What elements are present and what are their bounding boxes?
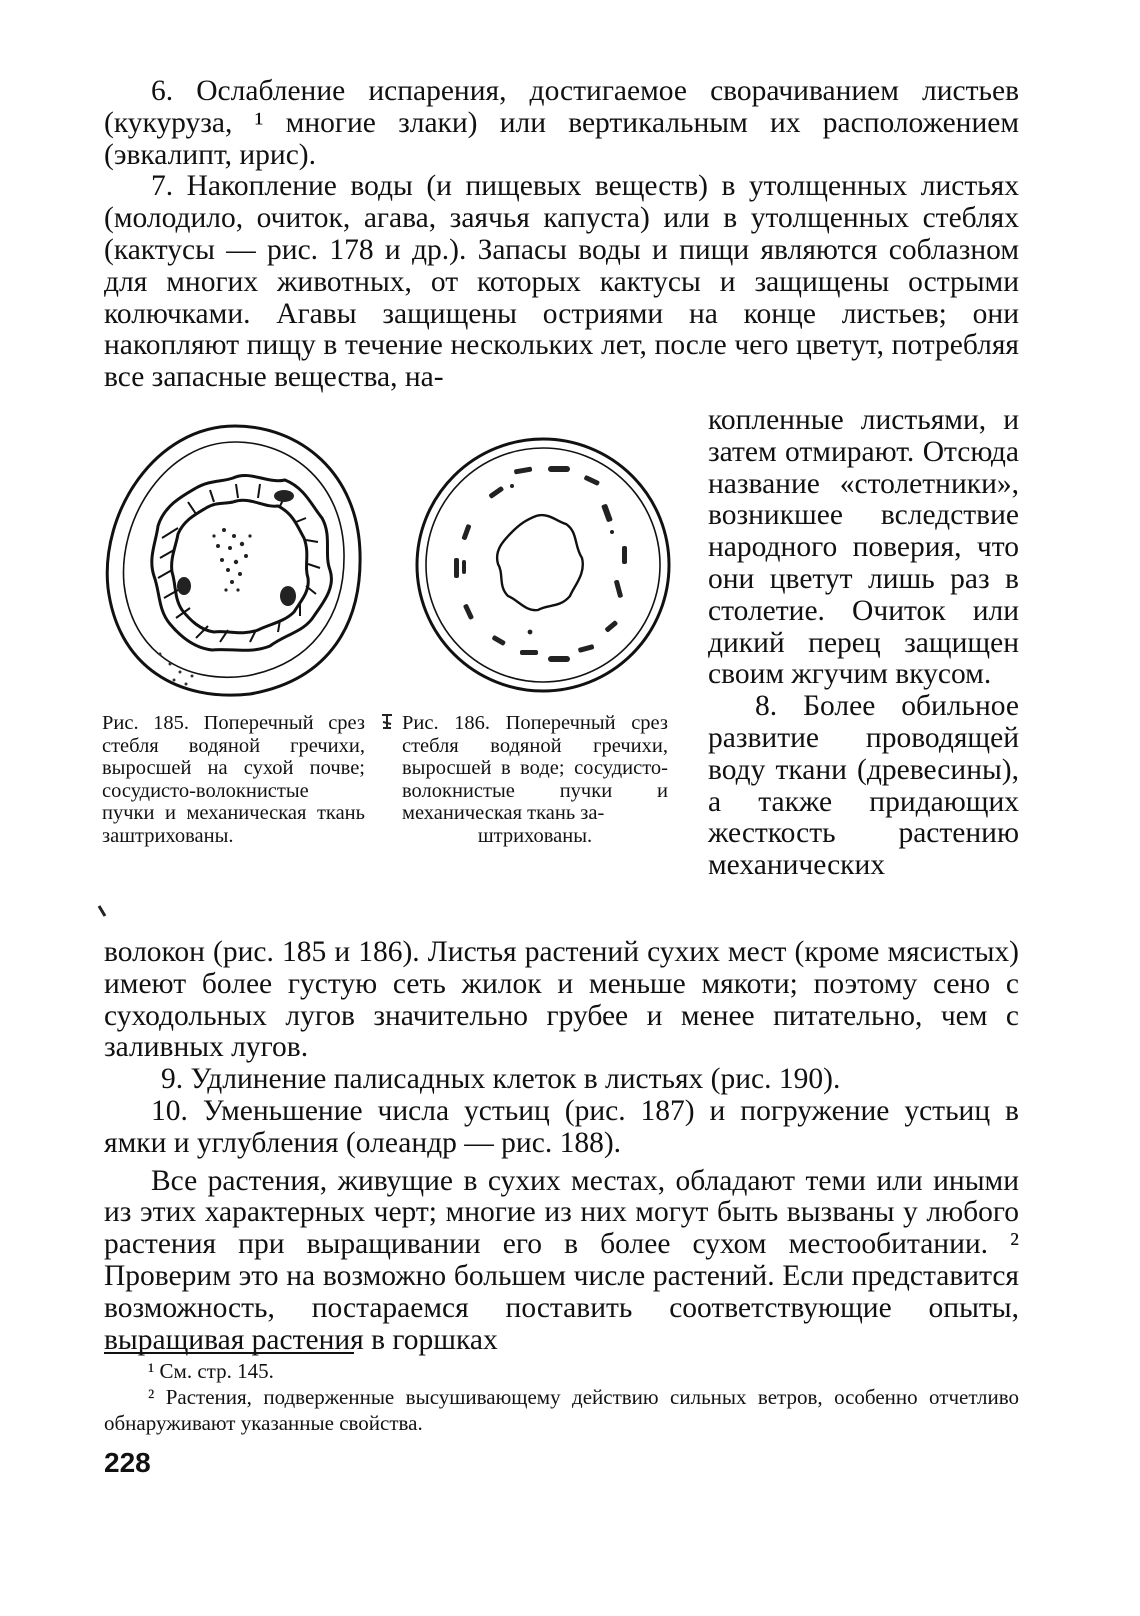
paragraph-9: 9. Удлинение палисадных клеток в листьях (рис. 190). xyxy=(161,1063,841,1096)
footnote-1: ¹ См. стр. 145. xyxy=(148,1359,274,1383)
figure-186-stem-cross-section-water xyxy=(408,428,678,703)
figure-186-caption-body: Рис. 186. Поперечный срез стебля водяной гречихи, выросшей в воде; сосудисто-волокнистые пучки и механическая ткань за- xyxy=(402,712,668,824)
paragraph-6: 6. Ослабление испарения, достигаемое сворачиванием листьев (кукуруза, ¹ многие злаки) или вертикальным их расположением (эвкалипт, ирис). xyxy=(104,75,1019,171)
footnote-separator xyxy=(104,1352,354,1354)
figure-185-stem-cross-section-dry xyxy=(100,418,370,708)
figure-186-caption-last: штрихованы. xyxy=(477,824,593,847)
main-text-bottom xyxy=(104,937,1019,1356)
fig185-pith-dots xyxy=(212,528,251,592)
fig186-vascular-bundles xyxy=(454,466,627,662)
fig186-small-dots xyxy=(510,484,614,634)
paragraph-7-continuation: копленные листьями, и затем отмирают. Отсюда название «столетники», возникшее вследствие народного поверия, что они цветут лишь раз в столетие. Очиток или дикий перец защищен своим жгучим вкусом. xyxy=(708,404,1019,691)
main-text-top xyxy=(104,76,1019,394)
margin-mark xyxy=(380,712,394,732)
paragraph-11: Все растения, живущие в сухих местах, обладают теми или иными из этих характерных черт; многие из них могут быть вызваны у любого растения при выращивании его в более сухом местообитании. ² Проверим это на возможно большем числе растений. Если представится возможность, постараемся поставить соответствующие опыты, выращивая растения в горшках xyxy=(104,1164,1019,1356)
fig185-hatching xyxy=(158,484,320,642)
fig185-vascular-bundle xyxy=(280,586,296,606)
fig186-epidermis xyxy=(426,448,660,682)
paragraph-7: 7. Накопление воды (и пищевых веществ) в утолщенных листьях (молодило, очиток, агава, заячья капуста) или в утолщенных стеблях (кактусы — рис. 178 и др.). Запасы воды и пищи являются соблазном для многих животных, от которых кактусы и защищены острыми колючками. Агавы защищены остриями на конце листьев; они накопляют пищу в течение нескольких лет, после чего цветут, потребляя все запасные вещества, на- xyxy=(104,170,1019,394)
fig185-vascular-bundle xyxy=(177,577,191,595)
fig186-pith-cavity xyxy=(497,515,583,610)
paragraph-10: 10. Уменьшение числа устьиц (рис. 187) и погружение устьиц в ямки и углубления (олеандр — рис. 188). xyxy=(104,1094,1019,1159)
fig185-vascular-bundle xyxy=(274,490,294,502)
fig185-mechanical-ring-inner xyxy=(172,500,309,632)
figure-186-caption xyxy=(402,712,668,847)
main-text-side-column xyxy=(708,405,1019,882)
paragraph-8-continuation: волокон (рис. 185 и 186). Листья растений сухих мест (кроме мясистых) имеют более густую сеть жилок и меньше мякоти; поэтому сено с суходольных лугов значительно грубее и менее питательно, чем с заливных лугов. xyxy=(104,936,1019,1064)
footnote-2: ² Растения, подверженные высушивающему действию сильных ветров, особенно отчетливо обнаруживают указанные свойства. xyxy=(104,1385,1019,1435)
fig185-outer-contour xyxy=(107,426,360,695)
margin-tick xyxy=(97,904,107,918)
paragraph-8: 8. Более обильное развитие проводящей воду ткани (древесины), а также придающих жесткость растению механических xyxy=(708,690,1019,882)
figure-185-caption: Рис. 185. Поперечный срез стебля водяной гречихи, выросшей на сухой почве; сосудисто-волокнистые пучки и механическая ткань заштрихованы. xyxy=(102,712,365,847)
page-number: 228 xyxy=(104,1447,151,1478)
